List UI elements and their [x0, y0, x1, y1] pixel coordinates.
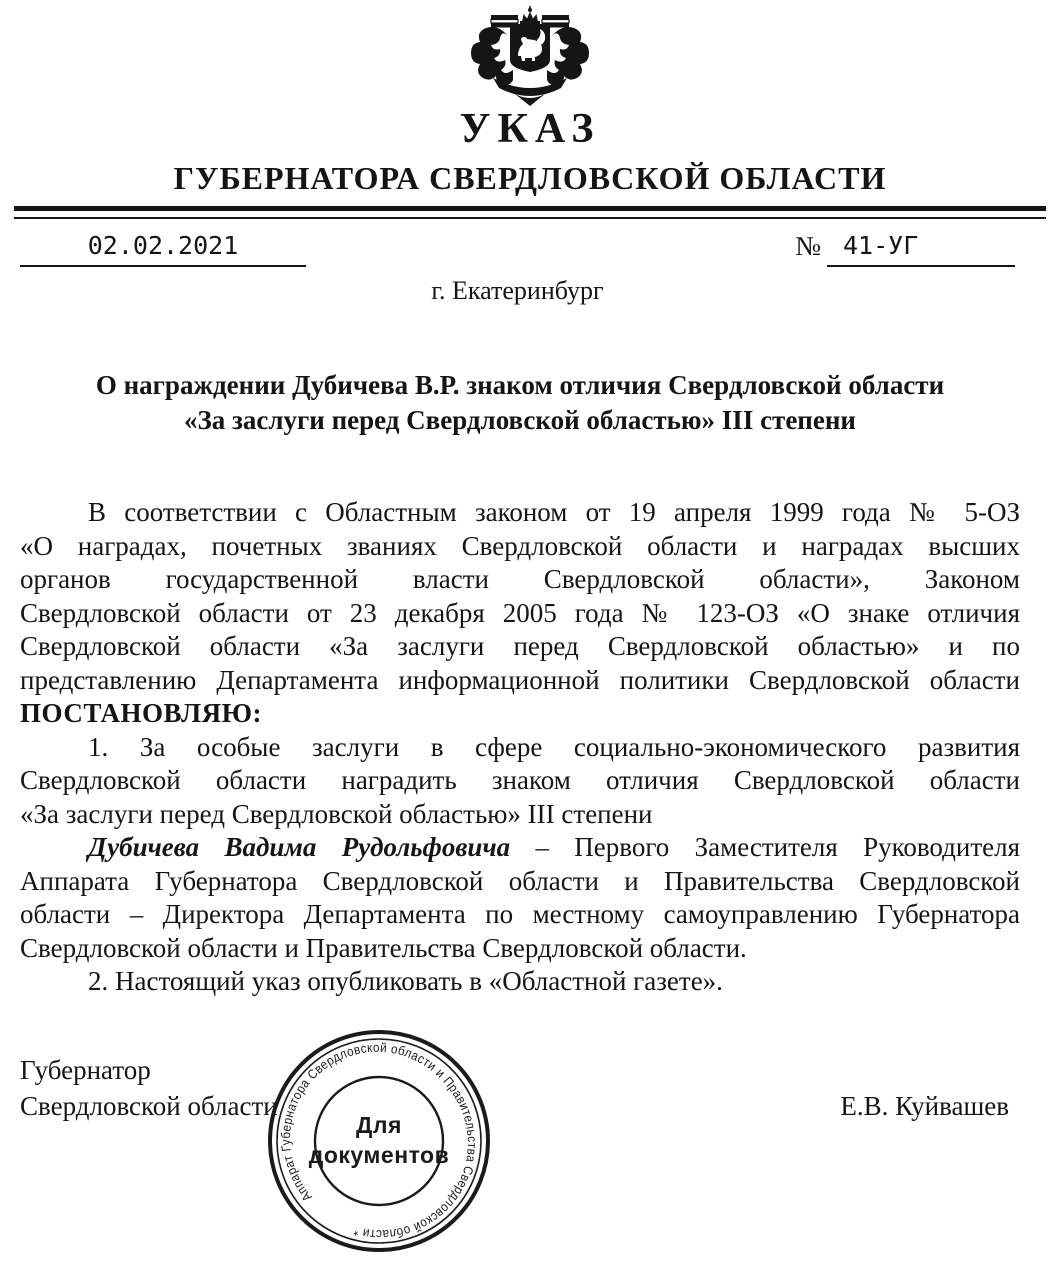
document-type-heading: УКАЗ: [459, 106, 601, 152]
stamp-center-line1: Для: [356, 1112, 402, 1138]
coat-of-arms-icon: [455, 6, 605, 110]
header-rule-thin: [14, 217, 1046, 219]
signer-name: Е.В. Куйвашев: [840, 1091, 1009, 1121]
issuer-heading: ГУБЕРНАТОРА СВЕРДЛОВСКОЙ ОБЛАСТИ: [173, 160, 887, 196]
awardee-title-start: – Первого Заместителя Руководителя: [535, 832, 1021, 862]
signer-position: [20, 1052, 278, 1124]
decree-number-block: [795, 231, 1015, 267]
decree-title-line1: О награждении Дубичева В.Р. знаком отличия Свердловской области: [95, 370, 945, 400]
body-line: Свердловской области от 23 декабря 2005 года № 123-ОЗ «О знаке отличия: [20, 597, 1020, 628]
stamp-ring-text: Аппарат Губернатора Свердловской области и Правительства Свердловской области *: [278, 1039, 480, 1243]
body-line-awardee: [20, 831, 1020, 865]
signer-position-line2: Свердловской области: [20, 1091, 278, 1121]
stamp-center-line2: документов: [308, 1142, 450, 1168]
decree-title-line2: «За заслуги перед Свердловской областью» III степени: [184, 405, 856, 435]
body-line: «За заслуги перед Свердловской областью» III степени: [20, 798, 653, 829]
decree-date: 02.02.2021: [20, 231, 306, 267]
body-line: Свердловской области «За заслуги перед Свердловской областью» и по: [20, 631, 1020, 661]
body-line: «О наградах, почетных званиях Свердловской области и наградах высших: [20, 530, 1020, 561]
body-line: области – Директора Департамента по местному самоуправлению Губернатора: [20, 899, 1020, 929]
body-line: В соответствии с Областным законом от 19 апреля 1999 года № 5-ОЗ: [88, 497, 1020, 527]
decree-title: [20, 368, 1020, 438]
signature-block: [20, 1052, 1015, 1124]
body-line: 2. Настоящий указ опубликовать в «Областной газете».: [88, 966, 723, 996]
signer-position-line1: Губернатор: [20, 1055, 151, 1085]
resolution-word: ПОСТАНОВЛЯЮ:: [20, 698, 262, 728]
issue-city: г. Екатеринбург: [431, 276, 604, 305]
body-line: представлению Департамента информационной политики Свердловской области: [20, 664, 1020, 695]
awardee-name: Дубичева Вадима Рудольфовича: [88, 832, 511, 862]
header-rule-thick: [14, 206, 1046, 211]
body-line: 1. За особые заслуги в сфере социально-экономического развития: [88, 731, 1020, 762]
body-line: органов государственной власти Свердловской области», Законом: [20, 564, 1020, 594]
body-line: Свердловской области наградить знаком отличия Свердловской области: [20, 765, 1020, 795]
number-sign: №: [795, 231, 821, 261]
decree-body: [20, 496, 1020, 999]
decree-number: 41-УГ: [827, 231, 1015, 267]
body-line: Аппарата Губернатора Свердловской области и Правительства Свердловской: [20, 865, 1020, 896]
official-stamp: [264, 1026, 494, 1256]
body-line: Свердловской области и Правительства Свердловской области.: [20, 932, 747, 963]
